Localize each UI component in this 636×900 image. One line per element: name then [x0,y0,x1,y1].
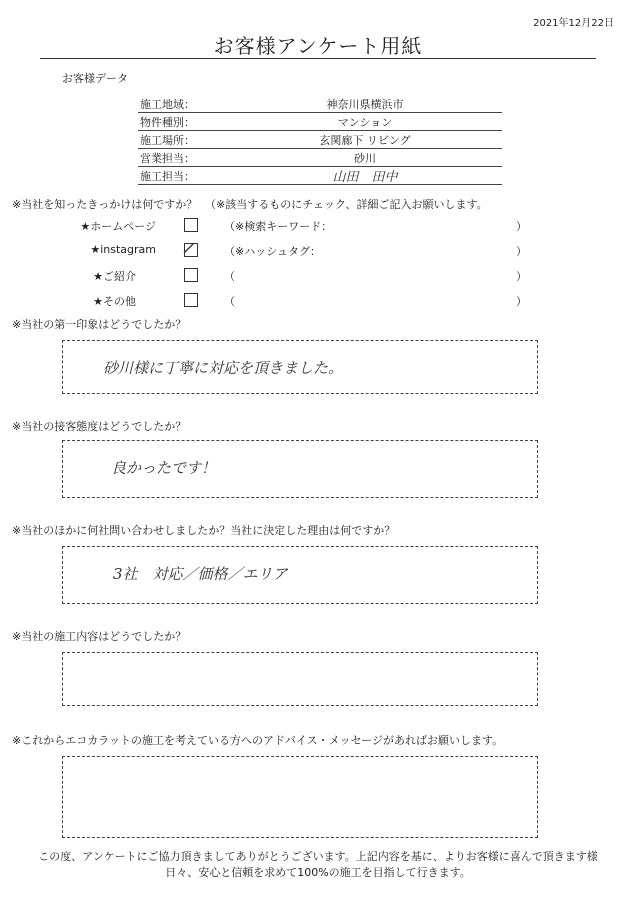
page-title: お客様アンケート用紙 [213,34,423,58]
row-value-location: 玄関廊下 リビング [319,134,411,147]
option-label-homepage: ★ホームページ [80,220,156,233]
row-divider [138,148,502,149]
row-label-construction: 施工担当： [140,170,195,183]
q3-question: ※当社の接客態度はどうでしたか？ [12,420,187,433]
customer-section-title: お客様データ [62,72,128,85]
row-label-area: 施工地域： [140,98,195,111]
q4-answer-box[interactable] [62,546,538,604]
row-value-sales: 砂川 [354,152,376,165]
row-value-construction: 山田 田中 [332,170,398,185]
row-label-location: 施工場所： [140,134,195,147]
footer-message-line2: 日々、安心と信頼を求めて100%の施工を目指して行きます。 [165,866,471,879]
row-divider [138,112,502,113]
option-label-referral: ★ご紹介 [93,270,136,283]
q5-answer-box[interactable] [62,652,538,706]
row-divider [138,184,502,185]
q6-answer-box[interactable] [62,756,538,838]
survey-date: 2021年12月22日 [533,18,614,29]
footer-message-line1: この度、アンケートにご協力頂きましてありがとうございます。上記内容を基に、よりお客様に喜んで頂きます様 [38,850,598,863]
option-detail-homepage: （※検索キーワード： [224,220,333,233]
option-close-paren: ） [516,295,527,308]
option-label-instagram: ★instagram [90,243,156,256]
row-divider [138,130,502,131]
row-label-property: 物件種別： [140,116,195,129]
option-close-paren: ） [516,220,527,233]
row-value-area: 神奈川県横浜市 [326,98,404,111]
q2-answer: 砂川様に丁寧に対応を頂きました。 [103,359,344,377]
option-detail-other: （ [224,295,235,308]
q2-answer-box[interactable] [62,340,538,394]
checkbox-other[interactable] [184,293,198,307]
row-label-sales: 営業担当： [140,152,195,165]
option-label-other: ★その他 [93,295,136,308]
checkbox-homepage[interactable] [184,218,198,232]
option-detail-referral: （ [224,270,235,283]
q1-question: ※当社を知ったきっかけは何ですか？ [12,198,198,211]
checkbox-instagram[interactable] [184,243,198,257]
option-close-paren: ） [516,270,527,283]
title-underline [40,58,596,59]
q4-question: ※当社のほかに何社問い合わせしましたか？当社に決定した理由は何ですか？ [12,524,396,537]
checkbox-referral[interactable] [184,268,198,282]
q3-answer: 良かったです！ [111,459,217,477]
check-mark-icon [182,241,196,255]
q6-question: ※これからエコカラットの施工を考えている方へのアドバイス・メッセージがあればお願いします。 [12,734,504,747]
q2-question: ※当社の第一印象はどうでしたか？ [12,318,187,331]
option-close-paren: ） [516,245,527,258]
q4-answer: 3社 対応／価格／エリア [113,565,288,583]
q1-instruction: （※該当するものにチェック、詳細ご記入お願いします。 [205,198,488,211]
option-detail-instagram: （※ハッシュタグ： [224,245,321,258]
q5-question: ※当社の施工内容はどうでしたか？ [12,630,187,643]
q3-answer-box[interactable] [62,440,538,498]
row-value-property: マンション [337,116,393,129]
